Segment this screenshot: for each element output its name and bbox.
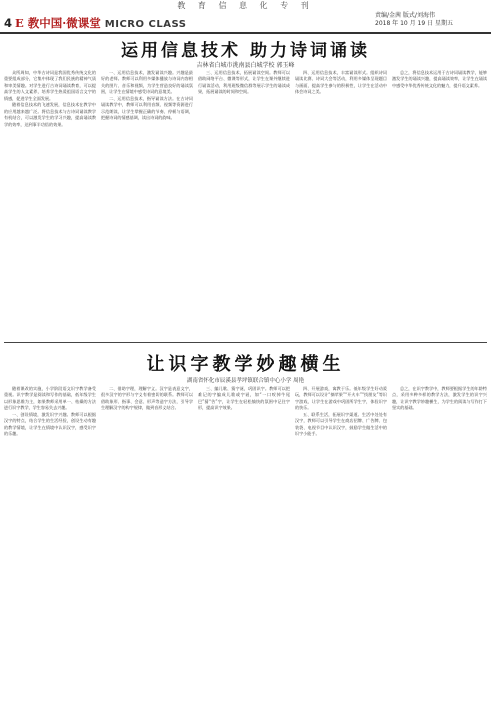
article2-paragraph: 三、编儿歌、猜字谜，巩固识字。教师可以把难记的字编成儿歌或字谜，如“一口咬掉牛尾巴”猜“告”字，让学生在轻松愉快的氛围中记住字形，提高识字效果。 — [198, 386, 290, 411]
page-number: 4 — [4, 16, 13, 30]
paper-name: E 教中国·微课堂 — [15, 16, 101, 30]
article1-col1 — [4, 70, 96, 338]
masthead — [0, 12, 491, 34]
article2-author: 湖南省怀化市辰溪县孝坪镇联合镇中心小学 周艳 — [186, 378, 305, 384]
paper-brand — [4, 15, 186, 31]
article2-paragraph: 随着课改的实施，小学阶段语文识字教学备受重视。识字教学是阅读和写作的基础，低年级学生以形象思维为主，如果教师采用单一、枯燥的方法进行识字教学，学生容易失去兴趣。 — [4, 386, 96, 411]
article2-paragraph: 总之，在识字教学中，教师要根据学生的年龄特点，采用多种多样的教学方法，激发学生的识字兴趣，让识字教学妙趣横生，为学生的阅读与写作打下坚实的基础。 — [392, 386, 487, 411]
article1-paragraph: 四、运用信息技术，丰富诵读形式。组织诗词诵读比赛、诗词大会等活动，利用多媒体呈现题目与画面，提高学生参与的积极性，让学生在活动中体会诗词之美。 — [295, 70, 387, 95]
article2-col1 — [4, 386, 96, 696]
article1-paragraph: 总之，将信息技术运用于古诗词诵读教学，能够激发学生的诵读兴趣，提高诵读效率，让学生在诵读中感受中华优秀传统文化的魅力，提升语文素养。 — [392, 70, 487, 88]
article1-paragraph: 三、运用信息技术，拓展诵读空间。教师可以借助网络平台、微课等形式，让学生在课外继续进行诵读活动，利用班级微信群等展示学生的诵读成果，拓展诵读的时间和空间。 — [198, 70, 290, 95]
issue-info — [375, 12, 487, 28]
article2-title: 让识字教学妙趣横生 — [146, 354, 345, 375]
section-divider — [4, 342, 487, 343]
article2-paragraph: 二、借助字理，理解字义。汉字是表意文字，很多汉字的字形与字义有着密切的联系。教师可以借助象形、指事、会意、形声等造字方法，引导学生理解汉字的构字规律，做到音形义结合。 — [101, 386, 193, 411]
article2-col5 — [392, 386, 487, 696]
article2-col4 — [295, 386, 387, 696]
issue-date: 2018 年 10 月 19 日 星期五 — [375, 20, 453, 27]
article2-paragraph: 一、创设情境，激发识字兴趣。教师可以根据汉字的特点，结合学生的生活经验，创设生动有趣的教学情境，让学生在情境中认识汉字，感受识字的乐趣。 — [4, 411, 96, 437]
article2-paragraph: 四、开展游戏，寓教于乐。低年级学生好动爱玩，教师可以设计“摘苹果”“开火车”“找朋友”等识字游戏，让学生在游戏中巩固所学生字，体验识字的快乐。 — [295, 386, 387, 411]
article2-col2 — [101, 386, 193, 696]
article2-col3 — [198, 386, 290, 696]
article1-paragraph: 一、运用信息技术，激发诵读兴趣。兴趣是最好的老师。教师可以利用多媒体播放与诗词内容相关的图片、音乐和视频，为学生营造良好的诵读氛围，让学生在情境中感受诗词的意境美。 — [101, 70, 193, 95]
article1-author: 吉林省白城市洮南县白城学校 郭玉峰 — [196, 62, 295, 69]
article1-col4 — [295, 70, 387, 338]
paper-name-en: MICRO CLASS — [104, 19, 187, 30]
article1-title: 运用信息技术 助力诗词诵读 — [121, 41, 370, 61]
issue-meta: 责编/金茜 版式/刘海伟 — [375, 12, 435, 19]
article1-col5 — [392, 70, 487, 338]
article1-col2 — [101, 70, 193, 338]
article1-paragraph: 二、运用信息技术，指导诵读方法。在古诗词诵读教学中，教师可以利用音频、视频等资源进行示范朗读，让学生掌握正确的节奏、停顿与语调，把握诗词的情感基调，读出诗词的韵味。 — [101, 95, 193, 121]
article1-paragraph: 随着信息技术的飞速发展，信息技术在教学中的应用越来越广泛。将信息技术与古诗词诵读教学有机结合，可以激发学生的学习兴趣，提高诵读教学的效率，达到事半功倍的效果。 — [4, 102, 96, 127]
article1-paragraph: 众所周知，中华古诗词是我国优秀传统文化的重要组成部分，它集中体现了我们民族的精神气质和审美情趣。对学生进行古诗词诵读教育，可以提高学生的人文素养，培养学生热爱祖国语言文字的情感，促进学生全面发展。 — [4, 70, 96, 101]
article2-paragraph: 五、联系生活，拓展识字渠道。生活中处处有汉字，教师可以引导学生在商店招牌、广告牌、包装袋、电视节目中认识汉字，鼓励学生做生活中的识字小能手。 — [295, 411, 387, 437]
section-topline: 教 育 信 息 化 专 刊 — [177, 1, 314, 10]
article1-col3 — [198, 70, 290, 338]
